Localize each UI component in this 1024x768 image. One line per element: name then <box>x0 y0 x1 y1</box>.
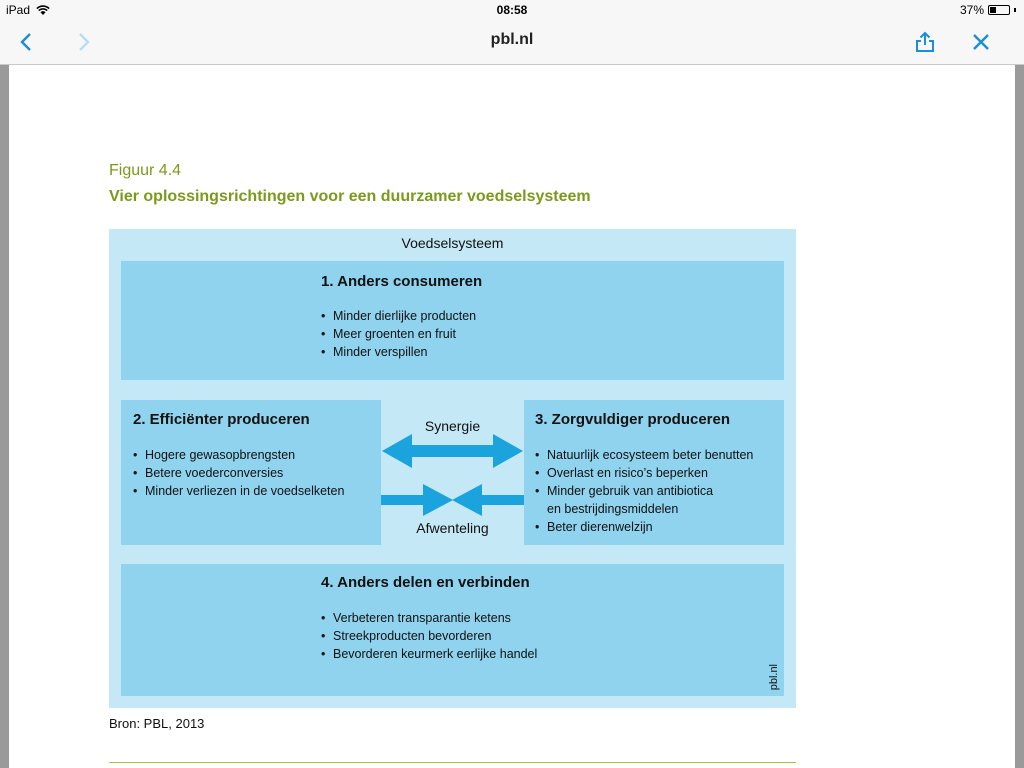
synergy-label: Synergie <box>424 418 481 434</box>
box-title: 2. Efficiënter produceren <box>133 411 310 428</box>
list-item: • Minder gebruik van antibiotica <box>535 482 753 500</box>
list-item: • Natuurlijk ecosysteem beter benutten <box>535 446 753 464</box>
list-item: • Minder verliezen in de voedselketen <box>133 482 344 500</box>
battery-icon <box>988 5 1010 15</box>
list-item: • Betere voederconversies <box>133 464 344 482</box>
list-item: • Verbeteren transparantie ketens <box>321 609 537 627</box>
relation-arrows <box>381 400 524 545</box>
status-bar <box>0 0 1024 20</box>
close-icon <box>972 33 990 51</box>
box-anders-consumeren <box>121 261 784 380</box>
battery-tip <box>1014 8 1016 12</box>
divider <box>109 762 796 763</box>
list-item: • Minder verspillen <box>321 343 476 361</box>
figure-title: Vier oplossingsrichtingen voor een duurzamer voedselsysteem <box>109 188 591 205</box>
device-label: iPad <box>6 3 31 17</box>
list-item: • Streekproducten bevorderen <box>321 627 537 645</box>
page-gutter-left <box>0 65 9 768</box>
list-item: • Bevorderen keurmerk eerlijke handel <box>321 645 537 663</box>
list-item: • Overlast en risico’s beperken <box>535 464 753 482</box>
share-icon <box>914 31 936 53</box>
figure-label: Figuur 4.4 <box>109 162 182 179</box>
box-title: 3. Zorgvuldiger produceren <box>535 411 731 428</box>
food-system-diagram <box>109 229 796 708</box>
list-item: • Minder dierlijke producten <box>321 307 476 325</box>
box-list <box>535 446 753 536</box>
figure-source: Bron: PBL, 2013 <box>109 716 205 731</box>
list-item: • Beter dierenwelzijn <box>535 518 753 536</box>
page-title: pbl.nl <box>490 31 534 48</box>
box-zorgvuldiger-produceren <box>524 400 784 545</box>
box-list <box>133 446 344 500</box>
box-list <box>321 609 537 663</box>
close-button[interactable] <box>967 28 995 56</box>
pbl-watermark: pbl.nl <box>768 663 780 690</box>
battery-percent: 37% <box>959 3 984 17</box>
list-item: • Hogere gewasopbrengsten <box>133 446 344 464</box>
browser-navbar <box>0 20 1024 65</box>
box-title: 4. Anders delen en verbinden <box>321 574 530 591</box>
page-gutter-right <box>1015 65 1024 768</box>
share-button[interactable] <box>911 28 939 56</box>
list-item: • Meer groenten en fruit <box>321 325 476 343</box>
box-list <box>321 307 476 361</box>
box-anders-delen <box>121 564 784 696</box>
box-title: 1. Anders consumeren <box>321 273 483 290</box>
diagram-title: Voedselsysteem <box>401 235 504 251</box>
list-item-continuation: en bestrijdingsmiddelen <box>547 502 679 516</box>
afwenteling-label: Afwenteling <box>416 520 489 536</box>
box-efficienter-produceren <box>121 400 381 545</box>
clock: 08:58 <box>496 3 528 17</box>
